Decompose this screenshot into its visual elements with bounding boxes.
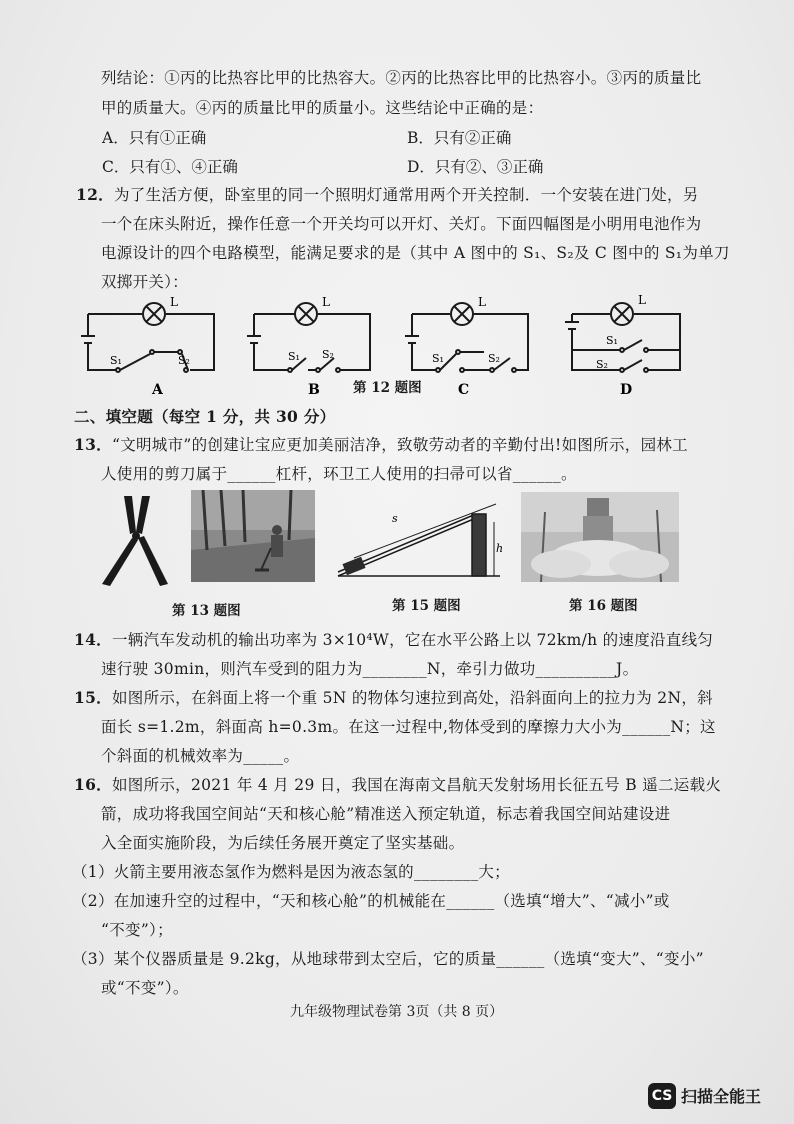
q16-line-1 (74, 773, 721, 795)
incline-length-label: s (392, 512, 398, 525)
q15-figure-caption: 第 15 题图 (392, 598, 461, 614)
circuit-diagram-d (560, 292, 690, 400)
q12-line-3: 电源设计的四个电路模型，能满足要求的是（其中 A 图中的 S₁、S₂及 C 图中的 S₁为单刀 (101, 244, 730, 262)
q16-sub-3b: 或“不变”）。 (101, 979, 189, 997)
circuit-d-s1-label: S₁ (606, 334, 618, 347)
circuit-a-s2-label: S₂ (178, 354, 190, 367)
q15-number: 15． (74, 688, 112, 707)
sanitation-worker-photo (191, 490, 315, 582)
section-2-title: 二、填空题（每空 1 分，共 30 分） (74, 407, 336, 426)
q14-line-1 (74, 628, 713, 650)
q11-option-d: D．只有②、③正确 (407, 158, 544, 176)
circuit-b-lamp-label: L (322, 295, 330, 309)
q16-line-3: 入全面实施阶段，为后续任务展开奠定了坚实基础。 (101, 834, 465, 852)
page-footer: 九年级物理试卷第 3页（共 8 页） (290, 1004, 504, 1020)
q16-sub-1: （1）火箭主要用液态氢作为燃料是因为液态氢的________大； (72, 863, 510, 881)
circuit-d-letter: D (620, 382, 633, 398)
q11-option-a: A．只有①正确 (102, 129, 207, 147)
q13-figure-caption: 第 13 题图 (172, 603, 241, 619)
rocket-launch-photo (521, 492, 679, 582)
q15-line-1 (74, 686, 713, 708)
q15-text-1: 如图所示，在斜面上将一个重 5N 的物体匀速拉到高处，沿斜面向上的拉力为 2N，斜 (111, 689, 713, 707)
q14-text-1: 一辆汽车发动机的输出功率为 3×10⁴W，它在水平公路上以 72km/h 的速度沿直线匀 (111, 631, 714, 649)
q12-line-4: 双掷开关）： (101, 273, 189, 291)
circuit-b-s1-label: S₁ (288, 350, 300, 363)
q12-text-1: 为了生活方便，卧室里的同一个照明灯通常用两个开关控制．一个安装在进门处，另 (113, 186, 699, 204)
circuit-c-lamp-label: L (478, 295, 486, 309)
q12-line-1 (76, 183, 699, 205)
q16-sub-2b: “不变”）； (101, 921, 173, 939)
q11-line-2: 甲的质量大。④丙的质量比甲的质量小。这些结论中正确的是： (101, 99, 544, 117)
circuit-b-letter: B (308, 382, 320, 398)
circuit-a-s1-label: S₁ (110, 354, 122, 367)
q16-figure-caption: 第 16 题图 (569, 598, 638, 614)
circuit-d-lamp-label: L (638, 293, 646, 307)
q16-line-2: 箭，成功将我国空间站“天和核心舱”精准送入预定轨道，标志着我国空间站建设进 (101, 805, 671, 823)
q11-option-b: B．只有②正确 (407, 129, 512, 147)
pruning-shears-figure (96, 494, 174, 590)
circuit-c-s2-label: S₂ (488, 352, 500, 365)
circuit-c-letter: C (458, 382, 470, 398)
q14-line-2: 速行驶 30min，则汽车受到的阻力为________N，牵引力做功__________J。 (101, 660, 639, 678)
q16-sub-3a: （3）某个仪器质量是 9.2kg，从地球带到太空后，它的质量______（选填“变大”、“变小” (72, 950, 704, 968)
circuit-diagram-c (400, 292, 550, 400)
circuit-a-lamp-label: L (170, 295, 178, 309)
q13-line-2: 人使用的剪刀属于______杠杆，环卫工人使用的扫帚可以省______。 (101, 465, 577, 483)
q11-option-c: C．只有①、④正确 (102, 158, 238, 176)
q13-text-1: “文明城市”的创建让宝应更加美丽洁净，致敬劳动者的辛勤付出!如图所示，园林工 (111, 436, 688, 454)
q12-number: 12． (76, 185, 114, 204)
q16-sub-2a: （2）在加速升空的过程中，“天和核心舱”的机械能在______（选填“增大”、“减小”或 (72, 892, 670, 910)
circuit-d-s2-label: S₂ (596, 358, 608, 371)
inclined-plane-diagram (330, 500, 506, 586)
q12-figure-caption: 第 12 题图 (353, 380, 422, 396)
q12-line-2: 一个在床头附近，操作任意一个开关均可以开灯、关灯。下面四幅图是小明用电池作为 (101, 215, 702, 233)
q11-line-1: 列结论：①丙的比热容比甲的比热容大。②丙的比热容比甲的比热容小。③丙的质量比 (101, 69, 702, 87)
q15-line-2: 面长 s=1.2m，斜面高 h=0.3m。在这一过程中,物体受到的摩擦力大小为______N；这 (101, 718, 716, 736)
incline-height-label: h (496, 542, 504, 555)
q14-number: 14． (74, 630, 112, 649)
q13-line-1 (74, 433, 688, 455)
circuit-a-letter: A (152, 382, 163, 398)
q13-number: 13． (74, 435, 112, 454)
q16-number: 16． (74, 775, 112, 794)
q15-line-3: 个斜面的机械效率为_____。 (101, 747, 300, 765)
circuit-diagram-a (80, 292, 230, 400)
circuit-b-s2-label: S₂ (322, 348, 334, 361)
camscanner-logo-icon: CS (648, 1083, 676, 1109)
circuit-c-s1-label: S₁ (432, 352, 444, 365)
q16-text-1: 如图所示，2021 年 4 月 29 日，我国在海南文昌航天发射场用长征五号 B 遥二运载火 (111, 776, 722, 794)
camscanner-watermark-text: 扫描全能王 (681, 1087, 762, 1106)
